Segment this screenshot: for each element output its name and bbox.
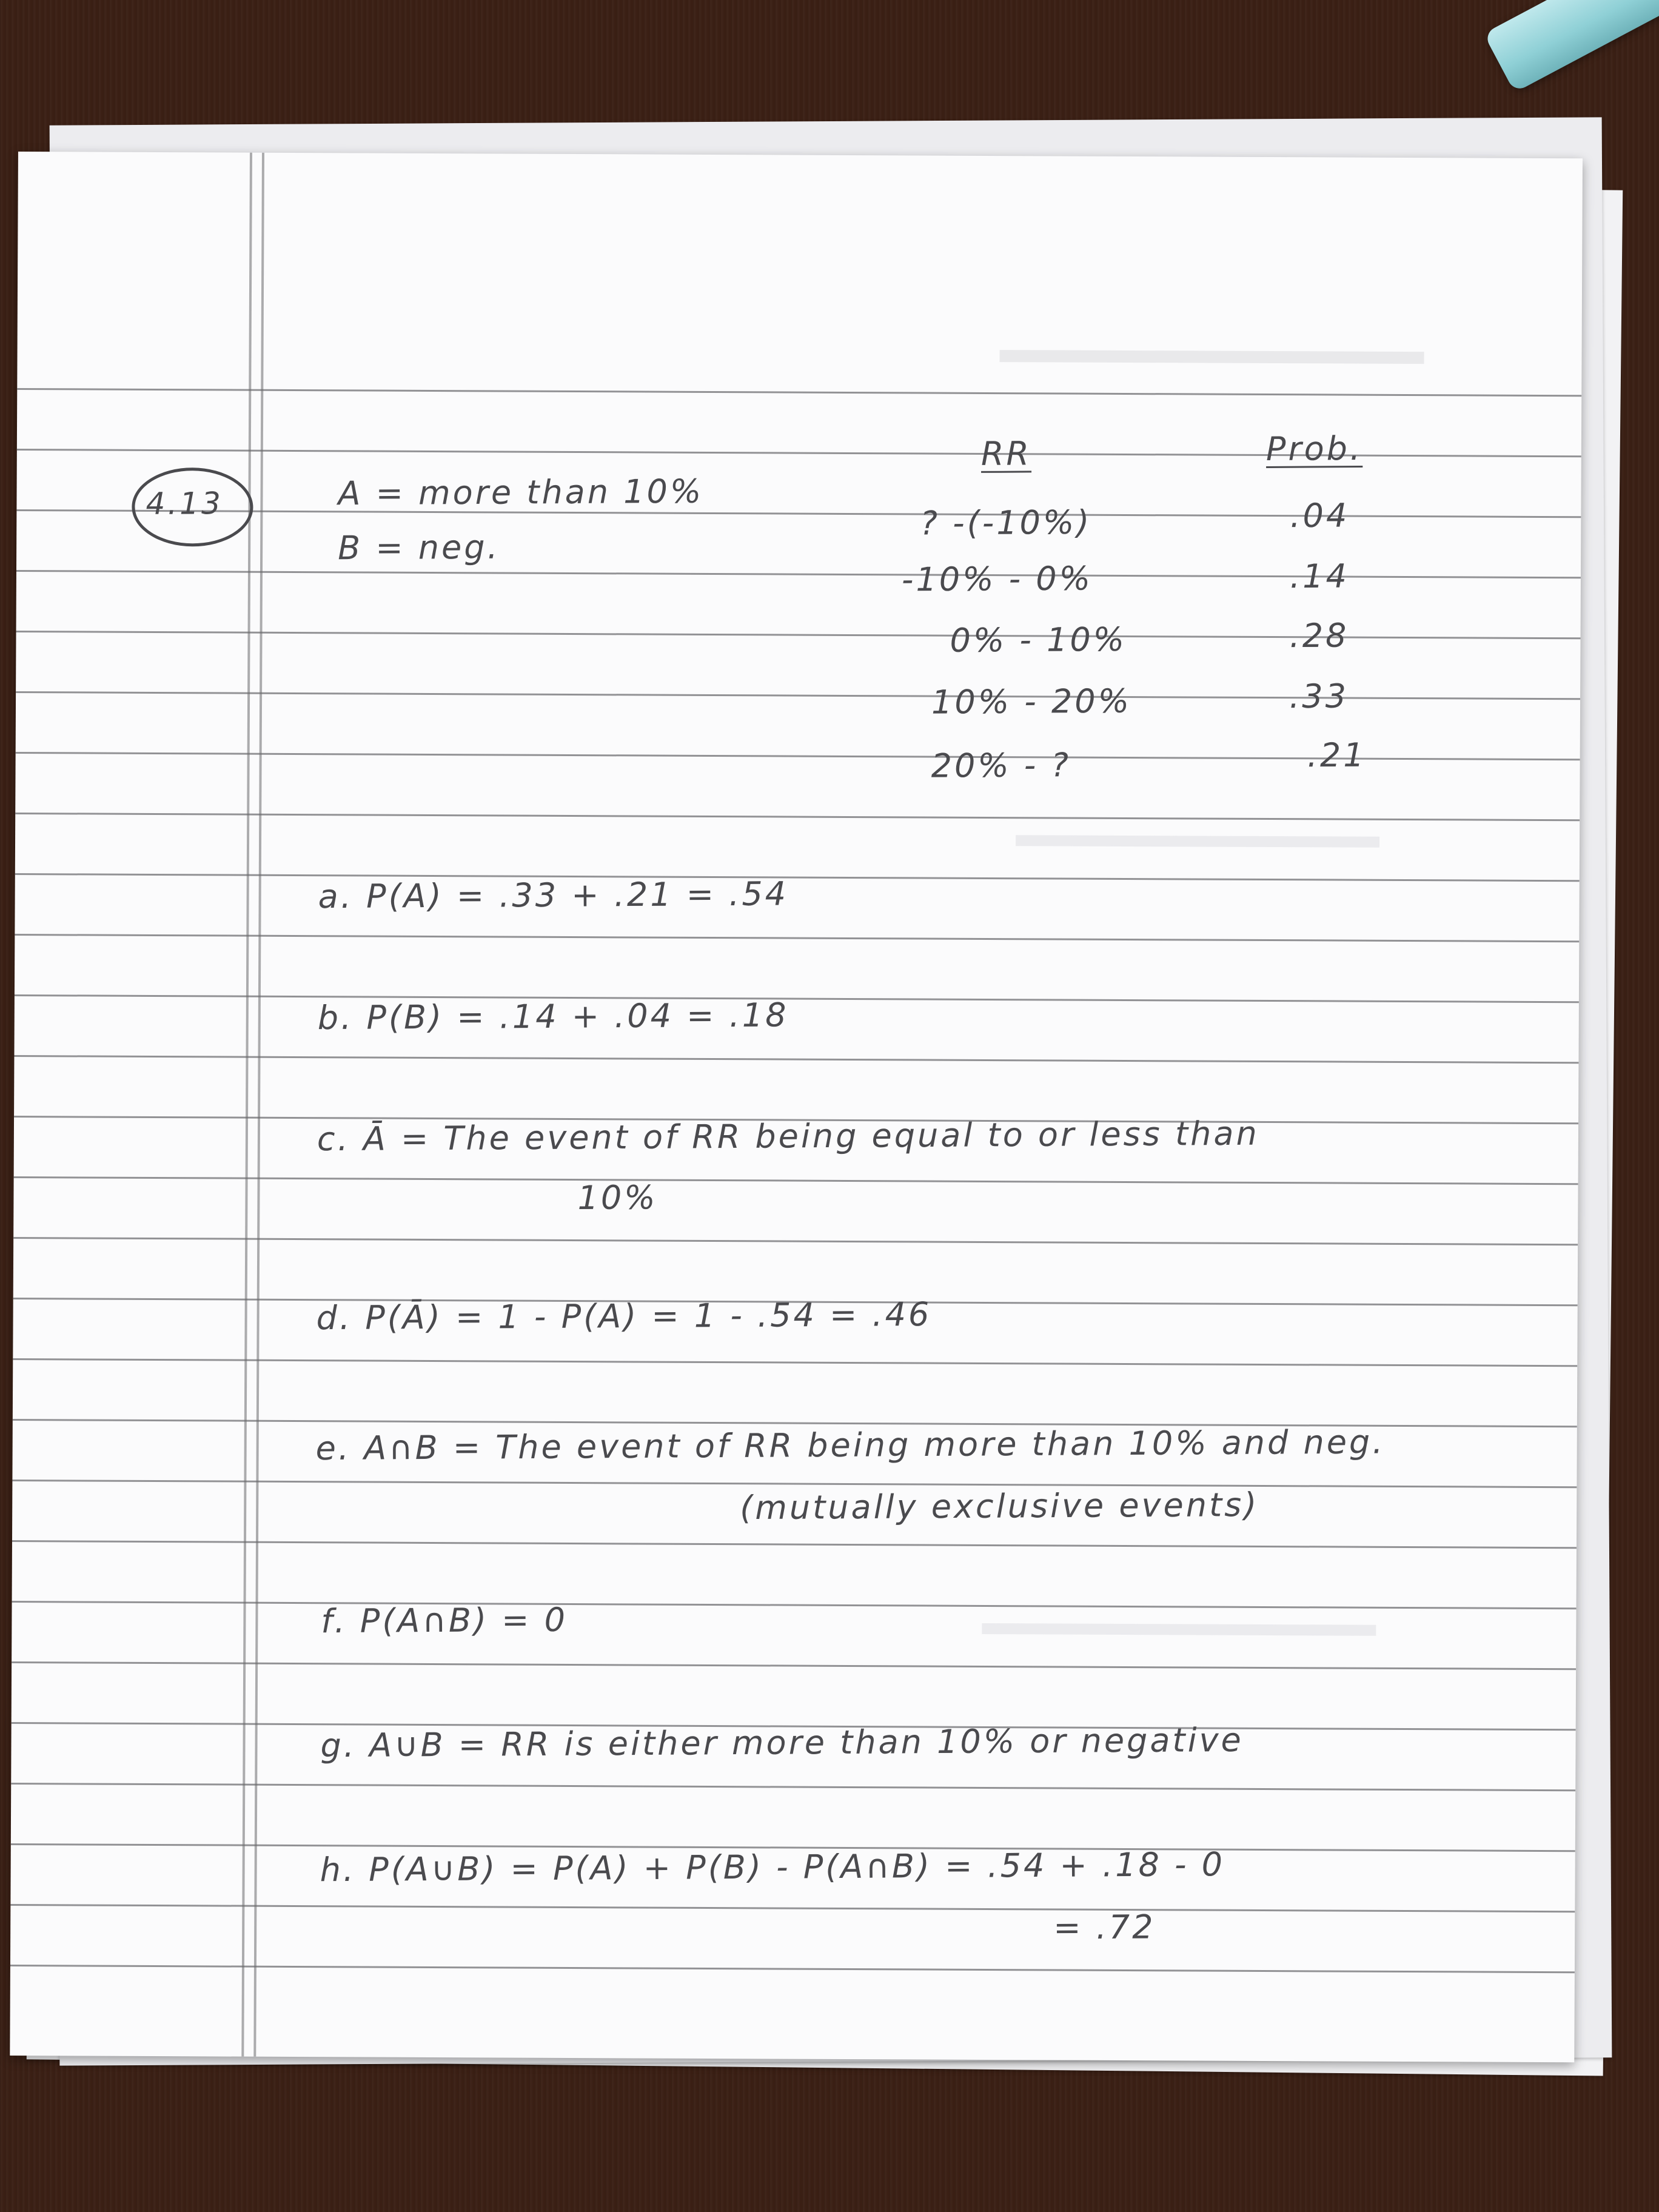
table-cell-prob: .04 bbox=[1290, 496, 1350, 535]
answer-c-line2: 10% bbox=[577, 1178, 658, 1218]
ruled-line bbox=[12, 1661, 1576, 1670]
answer-f: f. P(A∩B) = 0 bbox=[321, 1600, 568, 1641]
table-cell-prob: .33 bbox=[1289, 677, 1349, 716]
answer-d: d. P(Ā) = 1 - P(A) = 1 - .54 = .46 bbox=[316, 1295, 932, 1338]
ruled-line bbox=[13, 1237, 1578, 1245]
table-cell-rr: -10% - 0% bbox=[901, 559, 1093, 599]
answer-h-line2: = .72 bbox=[1053, 1908, 1156, 1947]
table-cell-prob: .28 bbox=[1289, 616, 1349, 655]
ruled-line bbox=[12, 1480, 1577, 1488]
ruled-line bbox=[17, 388, 1581, 397]
show-through bbox=[982, 1623, 1376, 1636]
answer-g: g. A∪B = RR is either more than 10% or negative bbox=[320, 1720, 1244, 1765]
show-through bbox=[1000, 350, 1424, 364]
ruled-line bbox=[12, 1601, 1577, 1609]
ruled-line bbox=[15, 994, 1579, 1003]
definition-b: B = neg. bbox=[337, 528, 500, 568]
ruled-line bbox=[12, 1540, 1577, 1549]
show-through bbox=[1016, 835, 1379, 848]
ruled-line bbox=[11, 1783, 1575, 1791]
margin-line bbox=[253, 153, 264, 2057]
margin-line bbox=[241, 153, 252, 2057]
answer-e-line2: (mutually exclusive events) bbox=[740, 1485, 1259, 1527]
ruled-line bbox=[15, 934, 1579, 942]
problem-number-circle bbox=[132, 468, 253, 547]
definition-a: A = more than 10% bbox=[338, 472, 704, 513]
ruled-line bbox=[15, 873, 1580, 882]
table-cell-rr: 10% - 20% bbox=[931, 682, 1132, 722]
ruled-line bbox=[14, 1055, 1578, 1064]
table-header-rr: RR bbox=[980, 434, 1032, 473]
table-cell-prob: .14 bbox=[1289, 557, 1350, 596]
table-cell-rr: 20% - ? bbox=[931, 746, 1071, 785]
answer-h-line1: h. P(A∪B) = P(A) + P(B) - P(A∩B) = .54 + .18 - 0 bbox=[320, 1845, 1225, 1889]
ruled-line bbox=[14, 1176, 1578, 1185]
answer-b: b. P(B) = .14 + .04 = .18 bbox=[317, 996, 789, 1037]
answer-a: a. P(A) = .33 + .21 = .54 bbox=[318, 874, 789, 916]
notebook-page bbox=[10, 152, 1583, 2062]
table-cell-rr: 0% - 10% bbox=[950, 620, 1127, 660]
ruled-line bbox=[13, 1358, 1577, 1367]
pen bbox=[1483, 0, 1659, 93]
ruled-line bbox=[10, 1904, 1575, 1912]
problem-number: 4.13 bbox=[146, 486, 223, 521]
ruled-line bbox=[10, 1965, 1575, 1973]
answer-e-line1: e. A∩B = The event of RR being more than 10% and neg. bbox=[315, 1423, 1386, 1468]
answer-c-line1: c. Ā = The event of RR being equal to or less than bbox=[317, 1114, 1259, 1159]
table-cell-rr: ? -(-10%) bbox=[920, 503, 1092, 543]
table-cell-prob: .21 bbox=[1307, 736, 1367, 775]
table-header-prob: Prob. bbox=[1265, 429, 1363, 468]
ruled-line bbox=[15, 813, 1580, 821]
